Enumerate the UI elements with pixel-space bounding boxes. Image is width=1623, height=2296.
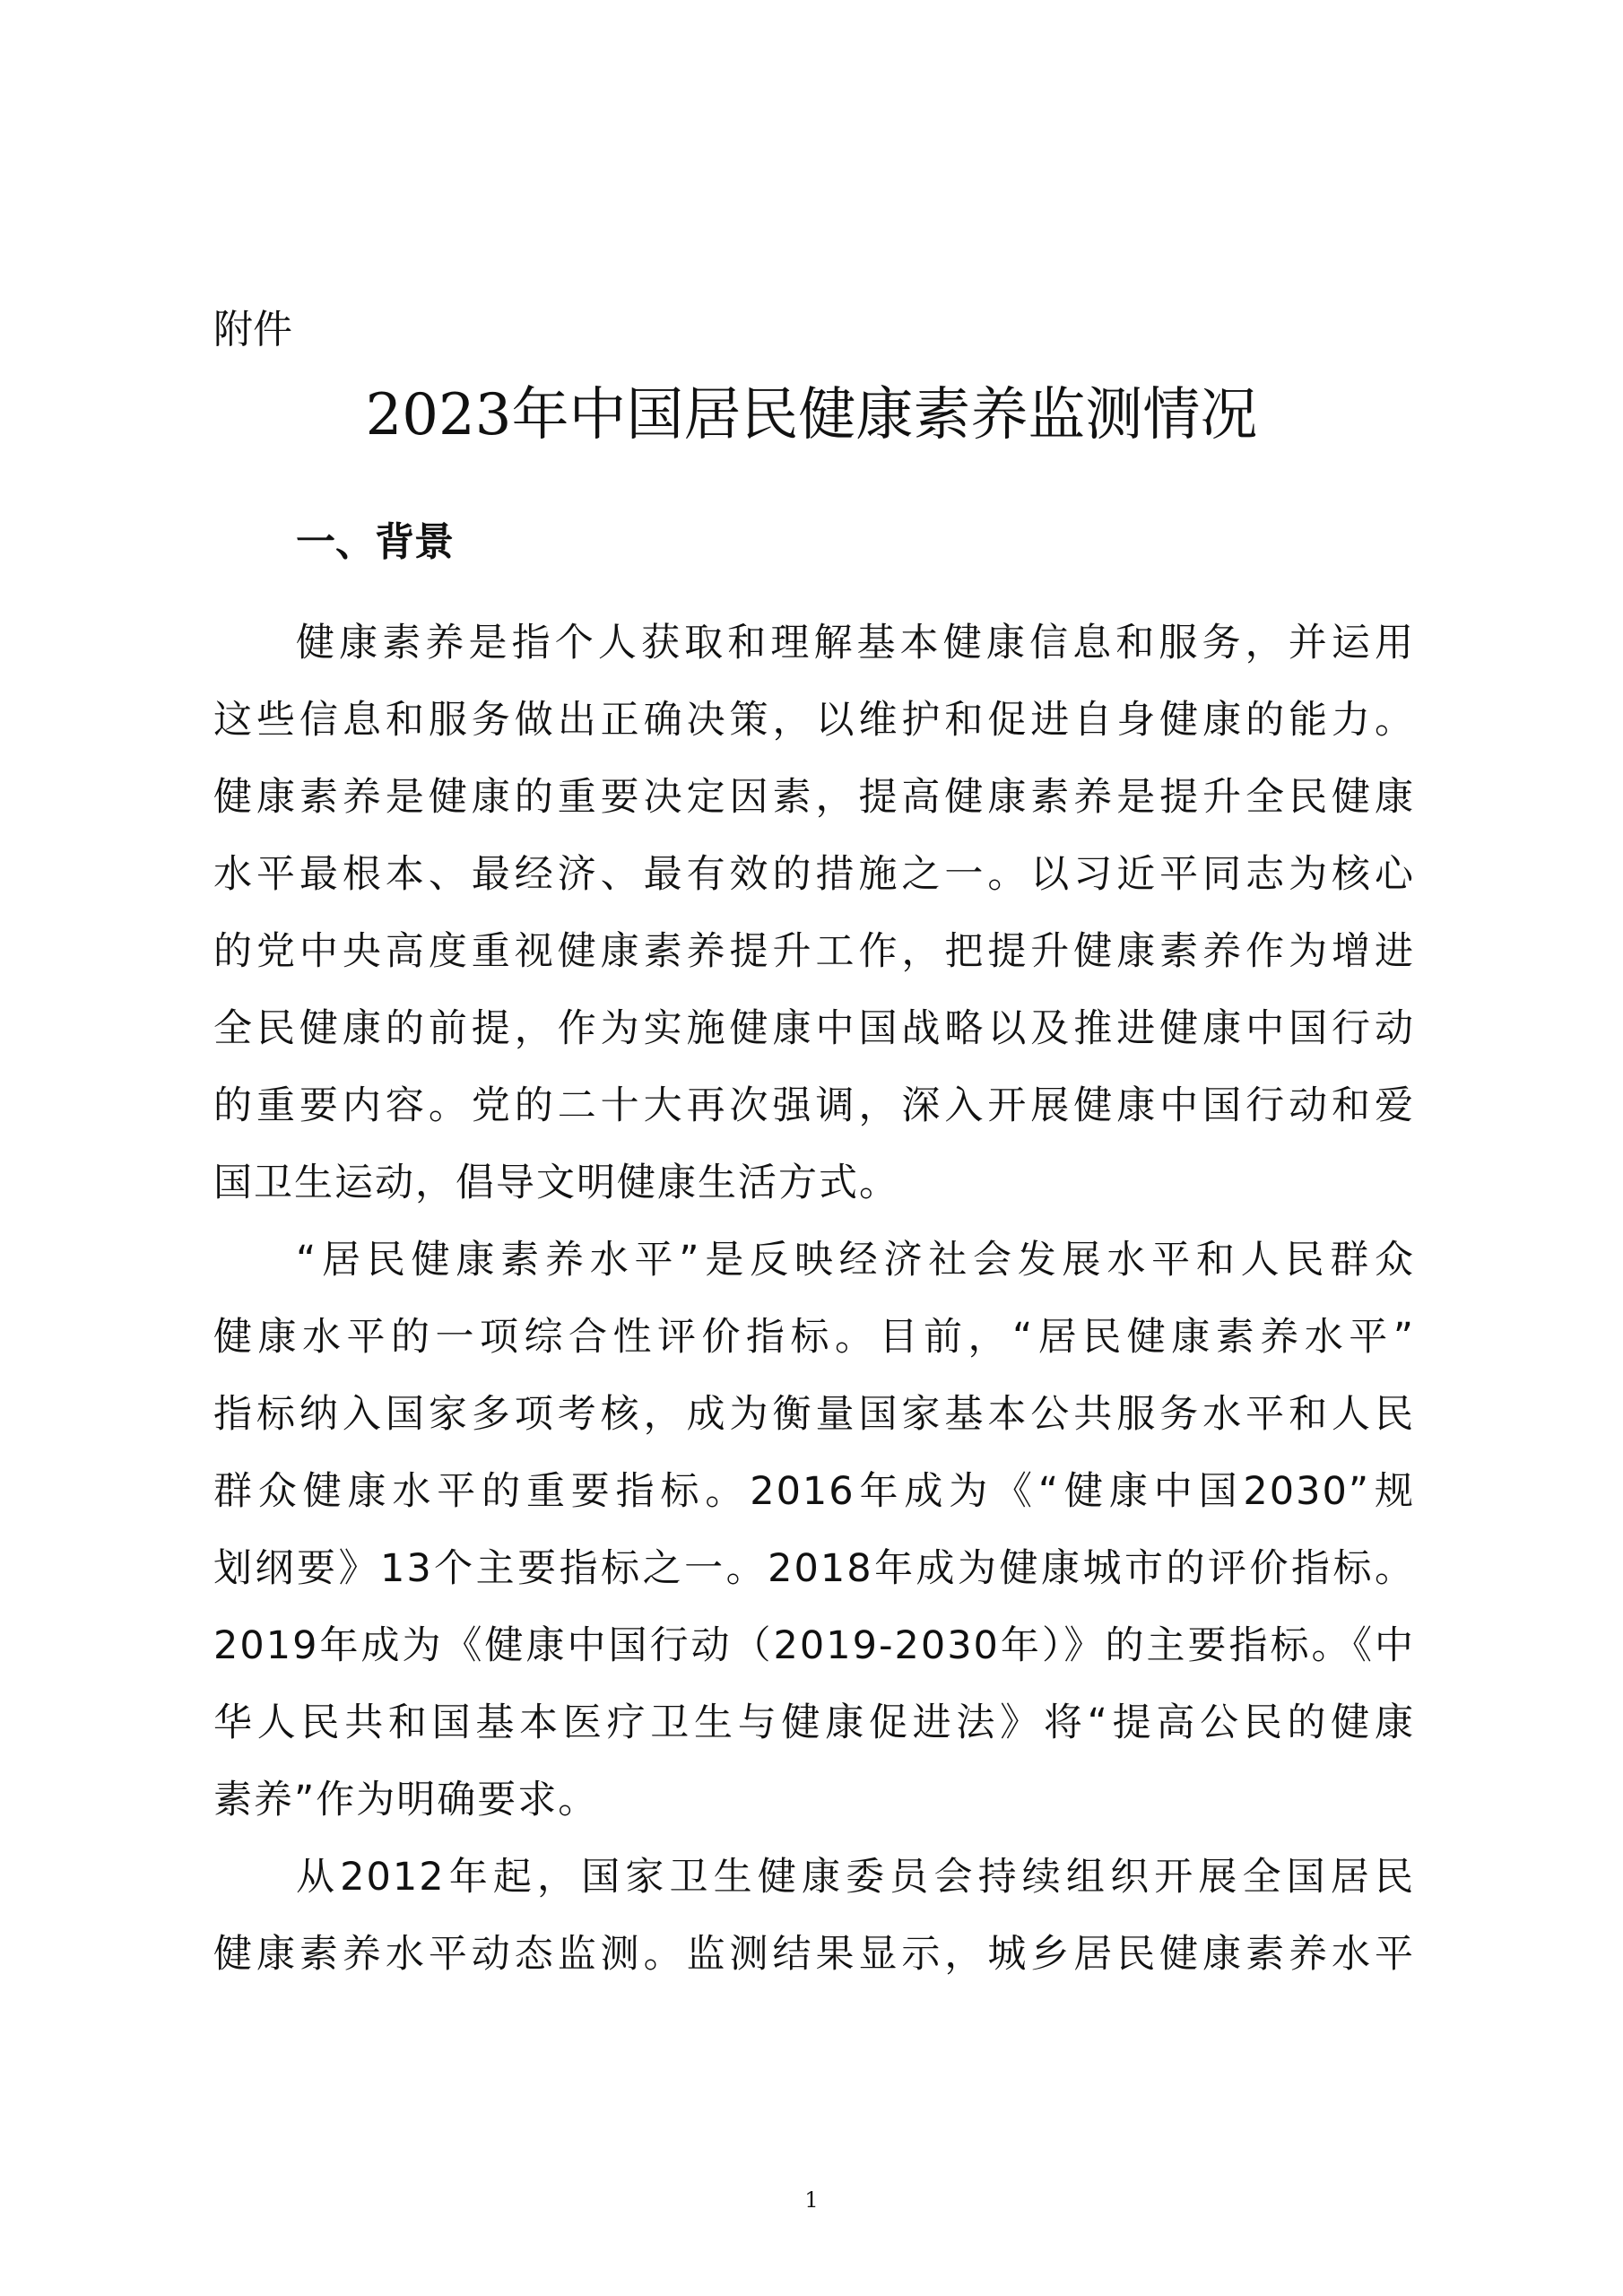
paragraph-line: 群众健康水平的重要指标。2016年成为《“健康中国2030”规 <box>213 1469 1415 1514</box>
paragraph-line: 全民健康的前提，作为实施健康中国战略以及推进健康中国行动 <box>213 1006 1415 1051</box>
paragraph-line: 健康素养是健康的重要决定因素，提高健康素养是提升全民健康 <box>213 775 1415 820</box>
paragraph-line: 素养”作为明确要求。 <box>213 1778 599 1822</box>
paragraph-line: 健康水平的一项综合性评价指标。目前，“居民健康素养水平” <box>213 1315 1415 1360</box>
paragraph-line: 水平最根本、最经济、最有效的措施之一。以习近平同志为核心 <box>213 852 1415 897</box>
paragraph-line: 从2012年起，国家卫生健康委员会持续组织开展全国居民 <box>296 1855 1415 1900</box>
paragraph-line: 的重要内容。党的二十大再次强调，深入开展健康中国行动和爱 <box>213 1083 1415 1128</box>
document-title: 2023年中国居民健康素养监测情况 <box>365 382 1258 448</box>
attachment-label: 附件 <box>213 307 292 352</box>
paragraph-line: 健康素养是指个人获取和理解基本健康信息和服务，并运用 <box>296 621 1415 665</box>
paragraph-line: 指标纳入国家多项考核，成为衡量国家基本公共服务水平和人民 <box>213 1392 1415 1437</box>
paragraph-line: 的党中央高度重视健康素养提升工作，把提升健康素养作为增进 <box>213 929 1415 974</box>
paragraph-line: 华人民共和国基本医疗卫生与健康促进法》将“提高公民的健康 <box>213 1700 1415 1745</box>
paragraph-line: 国卫生运动，倡导文明健康生活方式。 <box>213 1161 899 1205</box>
paragraph-line: 2019年成为《健康中国行动（2019-2030年）》的主要指标。《中 <box>213 1623 1415 1668</box>
paragraph-line: 划纲要》13个主要指标之一。2018年成为健康城市的评价指标。 <box>213 1546 1415 1591</box>
section-heading: 一、背景 <box>296 519 454 565</box>
paragraph-line: 这些信息和服务做出正确决策，以维护和促进自身健康的能力。 <box>213 698 1415 743</box>
paragraph-line: “居民健康素养水平”是反映经济社会发展水平和人民群众 <box>296 1238 1415 1283</box>
page-number: 1 <box>804 2187 819 2213</box>
paragraph-line: 健康素养水平动态监测。监测结果显示，城乡居民健康素养水平 <box>213 1932 1415 1977</box>
